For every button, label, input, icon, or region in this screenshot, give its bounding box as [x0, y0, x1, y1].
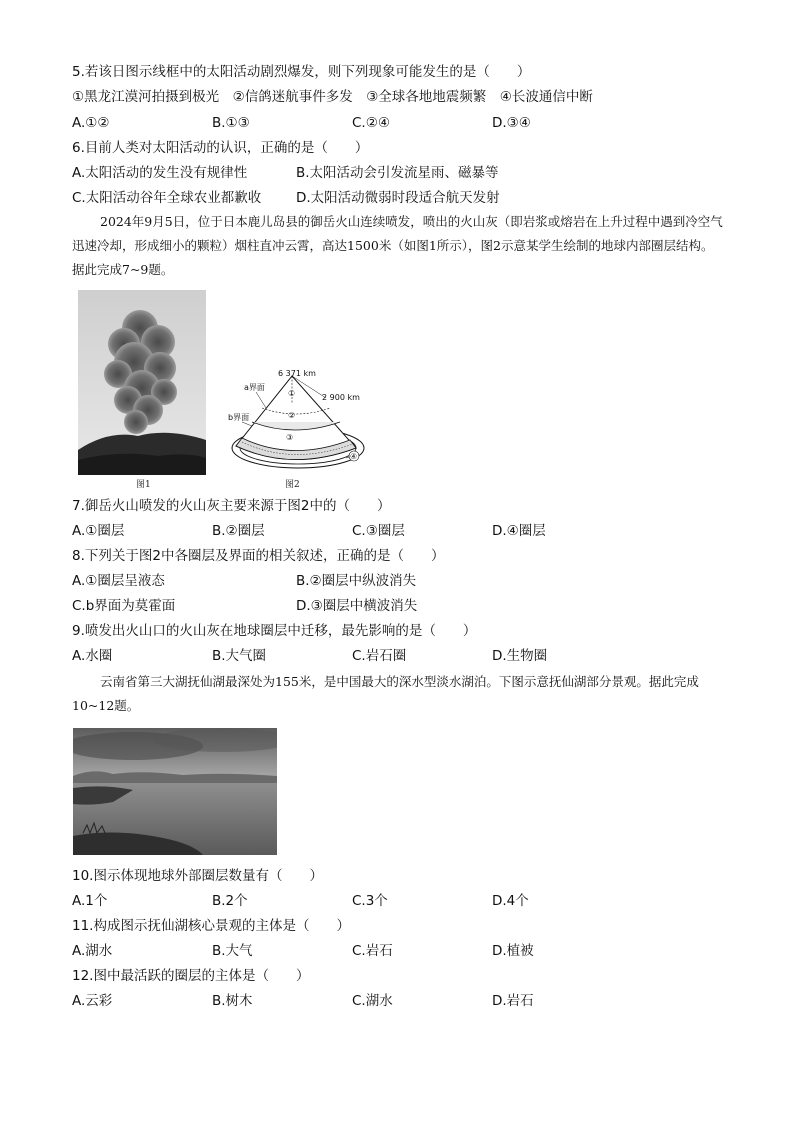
earth-structure-svg	[222, 368, 374, 476]
question-12-options	[72, 991, 732, 1011]
question-5-options	[72, 113, 732, 133]
question-8-options-row2	[72, 596, 732, 616]
option-c: C.岩石	[352, 943, 393, 959]
option-d: D.③圈层中横波消失	[296, 598, 418, 614]
option-d: D.岩石	[492, 993, 534, 1009]
option-b: B.大气	[212, 943, 253, 959]
option-c: C.b界面为莫霍面	[72, 598, 176, 614]
question-12-stem: 12.图中最活跃的圈层的主体是（ ）	[72, 968, 310, 984]
passage-fuxian-lake	[72, 670, 724, 718]
question-9-options	[72, 646, 732, 666]
question-5-items: ①黑龙江漠河拍摄到极光 ②信鸽迷航事件多发 ③全球各地地震频繁 ④长波通信中断	[72, 89, 593, 105]
figure-2-earth-structure-diagram	[222, 368, 374, 476]
option-c: C.②④	[352, 115, 390, 131]
question-6-stem: 6.目前人类对太阳活动的认识，正确的是（ ）	[72, 140, 369, 156]
passage-volcano-text: 2024年9月5日，位于日本鹿儿岛县的御岳火山连续喷发，喷出的火山灰（即岩浆或熔岩在上升过程中遇到冷空气迅速冷却，形成细小的颗粒）烟柱直冲云霄，高达1500米（如图1所示），图2示意某学生绘制的地球内部圈层结构。据此完成7~9题。	[72, 214, 723, 277]
option-a: A.①圈层	[72, 523, 125, 539]
question-10-options	[72, 891, 732, 911]
passage-fuxian-lake-text: 云南省第三大湖抚仙湖最深处为155米，是中国最大的深水型淡水湖泊。下图示意抚仙湖部分景观。据此完成10~12题。	[72, 674, 699, 713]
label-interface-b: b界面	[228, 413, 250, 422]
option-b: B.大气圈	[212, 648, 267, 664]
question-8-stem: 8.下列关于图2中各圈层及界面的相关叙述，正确的是（ ）	[72, 548, 445, 564]
question-7-stem: 7.御岳火山喷发的火山灰主要来源于图2中的（ ）	[72, 498, 391, 514]
option-a: A.①圈层呈液态	[72, 573, 165, 589]
question-7-options	[72, 521, 732, 541]
option-b: B.2个	[212, 893, 248, 909]
question-11-stem: 11.构成图示抚仙湖核心景观的主体是（ ）	[72, 918, 350, 934]
option-c: C.③圈层	[352, 523, 405, 539]
lake-photo-image	[73, 728, 277, 855]
option-b: B.②圈层	[212, 523, 265, 539]
passage-volcano	[72, 210, 724, 282]
option-b: B.②圈层中纵波消失	[296, 573, 417, 589]
label-layer-3: ③	[286, 433, 294, 442]
figure-lake-photo	[73, 728, 277, 855]
option-a: A.水圈	[72, 648, 113, 664]
option-b: B.①③	[212, 115, 250, 131]
option-d: D.生物圈	[492, 648, 548, 664]
question-6-options-row2	[72, 188, 732, 208]
option-a: A.云彩	[72, 993, 113, 1009]
option-c: C.岩石圈	[352, 648, 407, 664]
option-b: B.树木	[212, 993, 253, 1009]
option-d: D.4个	[492, 893, 529, 909]
question-9-stem: 9.喷发出火山口的火山灰在地球圈层中迁移，最先影响的是（ ）	[72, 623, 477, 639]
label-interface-a: a界面	[244, 383, 265, 392]
option-a: A.1个	[72, 893, 108, 909]
label-depth: 2 900 km	[322, 393, 360, 402]
question-10-stem: 10.图示体现地球外部圈层数量有（ ）	[72, 868, 323, 884]
volcano-photo-image	[78, 290, 206, 475]
option-d: D.③④	[492, 115, 531, 131]
question-5-stem: 5.若该日图示线框中的太阳活动剧烈爆发，则下列现象可能发生的是（ ）	[72, 64, 531, 80]
option-a: A.太阳活动的发生没有规律性	[72, 165, 248, 181]
question-6-options-row1	[72, 163, 732, 183]
option-d: D.太阳活动微弱时段适合航天发射	[296, 190, 500, 206]
figure-1-volcano-photo	[78, 290, 206, 475]
option-b: B.太阳活动会引发流星雨、磁暴等	[296, 165, 499, 181]
label-radius: 6 371 km	[278, 369, 316, 378]
figure-2-caption: 图2	[285, 480, 300, 490]
option-c: C.3个	[352, 893, 388, 909]
question-8-options-row1	[72, 571, 732, 591]
label-layer-1: ①	[288, 389, 296, 398]
label-layer-2: ②	[288, 411, 296, 420]
label-layer-4: ④	[350, 452, 358, 461]
option-c: C.湖水	[352, 993, 393, 1009]
option-d: D.植被	[492, 943, 534, 959]
option-d: D.④圈层	[492, 523, 546, 539]
option-a: A.①②	[72, 115, 110, 131]
question-11-options	[72, 941, 732, 961]
option-a: A.湖水	[72, 943, 113, 959]
option-c: C.太阳活动谷年全球农业都歉收	[72, 190, 262, 206]
figure-1-caption: 图1	[136, 480, 151, 490]
